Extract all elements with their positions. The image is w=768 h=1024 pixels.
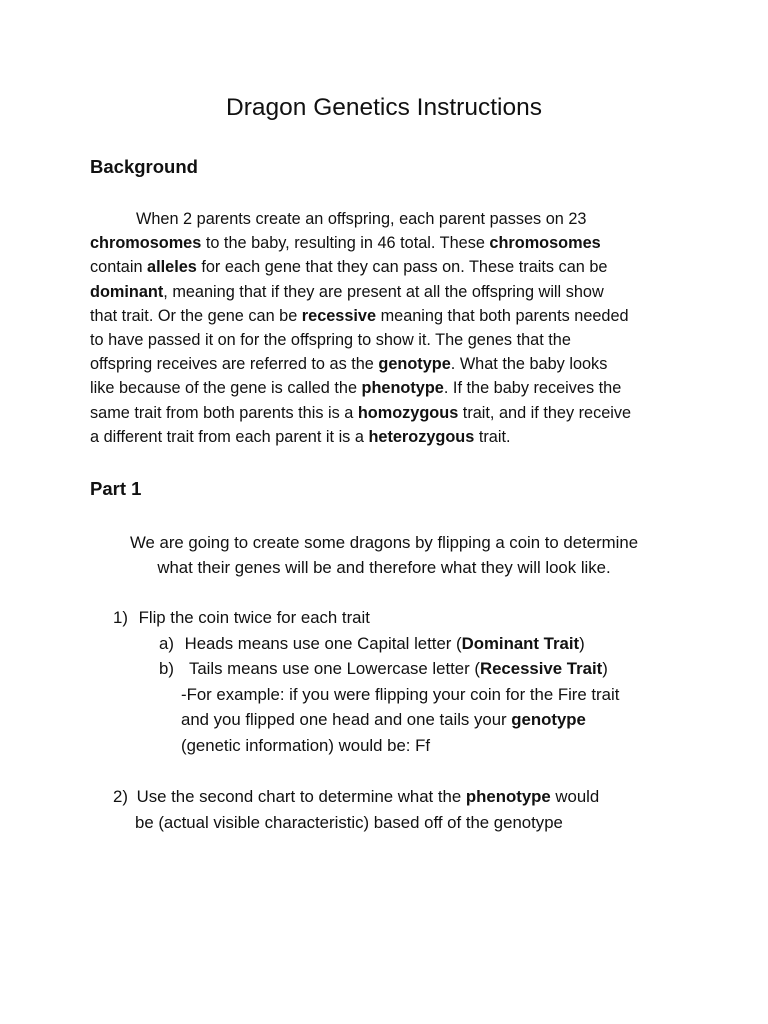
bold-term: Dominant Trait — [461, 634, 580, 653]
step-number: a) — [159, 634, 174, 653]
part1-intro — [60, 530, 708, 580]
text-run: be (actual visible characteristic) based off of the genotype — [135, 813, 563, 832]
text-run: ) — [579, 634, 585, 653]
example-line-3 — [181, 733, 430, 758]
bold-term: phenotype — [465, 787, 551, 806]
example-line-2 — [181, 707, 586, 732]
text-run: trait, and if they receive — [458, 403, 632, 422]
example-text — [181, 736, 430, 755]
step-text — [139, 608, 370, 627]
text-run: ) — [602, 659, 608, 678]
text-run: a different trait from each parent it is a — [90, 427, 369, 446]
step-text — [185, 634, 585, 653]
text-run: -For example: if you were flipping your coin for the Fire trait — [181, 685, 620, 704]
text-run: Flip the coin twice for each trait — [138, 608, 370, 627]
text-run: like because of the gene is called the — [90, 379, 362, 398]
bold-term: phenotype — [361, 379, 444, 398]
step-2 — [113, 784, 599, 809]
paragraph-line — [90, 304, 680, 328]
step-text — [135, 813, 563, 832]
step-1 — [113, 605, 370, 630]
text-run: for each gene that they can pass on. These traits can be — [196, 258, 608, 277]
step-text — [137, 787, 600, 806]
text-run: and you flipped one head and one tails your — [181, 710, 512, 729]
bold-term: Recessive Trait — [479, 659, 603, 678]
step-1a — [159, 631, 585, 656]
example-line-1 — [181, 682, 619, 707]
text-run: that trait. Or the gene can be — [90, 306, 302, 325]
paragraph-line — [90, 376, 680, 400]
paragraph-line — [90, 328, 680, 352]
text-run: Heads means use one Capital letter ( — [184, 634, 462, 653]
background-heading: Background — [90, 156, 198, 177]
bold-term: recessive — [301, 306, 377, 325]
text-run: to the baby, resulting in 46 total. These — [201, 234, 490, 253]
example-text — [181, 710, 586, 729]
text-run: would — [550, 787, 600, 806]
step-text — [185, 659, 608, 678]
text-run: trait. — [474, 427, 511, 446]
document-title: Dragon Genetics Instructions — [226, 94, 542, 121]
bold-term: dominant — [90, 282, 164, 301]
intro-line: what their genes will be and therefore what they will look like. — [157, 558, 611, 577]
step-1b — [159, 656, 608, 681]
paragraph-line — [90, 401, 680, 425]
text-run: Tails means use one Lowercase letter ( — [184, 659, 480, 678]
intro-line: We are going to create some dragons by flipping a coin to determine — [129, 533, 639, 552]
text-run: , meaning that if they are present at all the offspring will show — [163, 282, 604, 301]
text-run: offspring receives are referred to as the — [90, 355, 379, 374]
text-run: . What the baby looks — [450, 355, 608, 374]
bold-term: chromosomes — [489, 234, 601, 253]
bold-term: homozygous — [357, 403, 459, 422]
text-run: meaning that both parents needed — [376, 306, 629, 325]
paragraph-line — [90, 231, 680, 255]
bold-term: alleles — [147, 258, 197, 277]
paragraph-line — [90, 425, 680, 449]
step-number: b) — [159, 659, 174, 678]
step-number: 1) — [113, 608, 128, 627]
text-run: When 2 parents create an offspring, each parent passes on 23 — [136, 210, 587, 228]
background-paragraph — [90, 207, 680, 449]
step-2-continued — [135, 810, 563, 835]
bold-term: chromosomes — [90, 234, 202, 253]
example-text — [181, 685, 619, 704]
bold-term: genotype — [511, 710, 586, 729]
bold-term: heterozygous — [368, 427, 475, 446]
part1-heading: Part 1 — [90, 478, 142, 499]
text-run: same trait from both parents this is a — [90, 403, 358, 422]
bold-term: genotype — [378, 355, 451, 374]
paragraph-line — [90, 207, 680, 231]
paragraph-line — [90, 255, 680, 279]
paragraph-line — [90, 352, 680, 376]
text-run: Use the second chart to determine what the — [136, 787, 466, 806]
text-run: to have passed it on for the offspring to show it. The genes that the — [90, 331, 571, 350]
text-run: contain — [90, 258, 148, 277]
paragraph-line — [90, 280, 680, 304]
text-run: (genetic information) would be: Ff — [181, 736, 431, 755]
text-run: . If the baby receives the — [443, 379, 622, 398]
step-number: 2) — [113, 787, 128, 806]
